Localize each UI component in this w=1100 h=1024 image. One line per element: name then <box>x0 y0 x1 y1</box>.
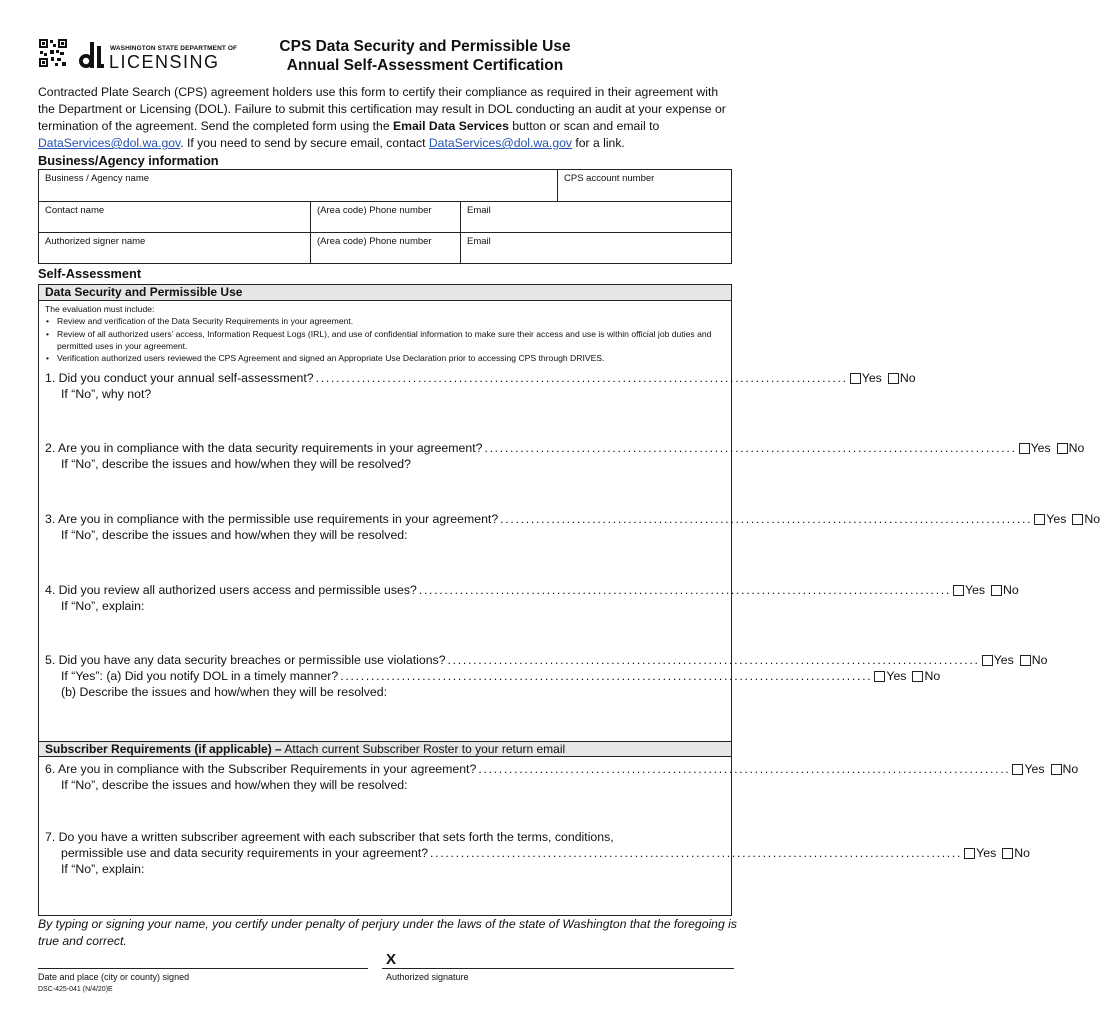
q2-yes-checkbox[interactable] <box>1019 443 1030 454</box>
subscriber-requirements-bar: Subscriber Requirements (if applicable) – Attach current Subscriber Roster to your return email <box>39 741 731 757</box>
q4-no-checkbox[interactable] <box>991 585 1002 596</box>
q3-no-checkbox[interactable] <box>1072 514 1083 525</box>
eval-item: • Review and verification of the Data Security Requirements in your agreement. <box>45 315 729 327</box>
q1-no-checkbox[interactable] <box>888 373 899 384</box>
date-place-line[interactable] <box>38 968 368 969</box>
intro-paragraph: Contracted Plate Search (CPS) agreement holders use this form to certify their compliance as required in their agreement with the Department or Licensing (DOL). Failure to submit this certification may result in DOL conducting an audit at your expense or termination of the agreement. Send the completed form using the Email Data Services button or scan and email to DataServices@dol.wa.gov. If you need to send by secure email, contact DataServices@dol.wa.gov for a link. <box>38 85 726 150</box>
q6-no-checkbox[interactable] <box>1051 764 1062 775</box>
contact-name-field[interactable]: Contact name <box>39 202 311 233</box>
q1-yes-checkbox[interactable] <box>850 373 861 384</box>
question-7: 7. Do you have a written subscriber agreement with each subscriber that sets forth the terms, conditions, permissible use and data security requirements in your agreement? ........................................................................................................ Yes No If “No”, explain: <box>45 830 1030 876</box>
signer-phone-field[interactable]: (Area code) Phone number <box>311 233 461 264</box>
email-link-1[interactable]: DataServices@dol.wa.gov <box>38 136 181 150</box>
signature-x-mark: X <box>386 951 397 968</box>
question-1: 1. Did you conduct your annual self-assessment? ........................................................................................................ Yes No If “No”, why not? <box>45 371 916 401</box>
contact-email-field[interactable]: Email <box>461 202 732 233</box>
self-assessment-box <box>38 284 1100 916</box>
qr-code-icon <box>38 38 68 68</box>
q3-yes-checkbox[interactable] <box>1034 514 1045 525</box>
q5-no-checkbox[interactable] <box>1020 655 1031 666</box>
question-5: 5. Did you have any data security breaches or permissible use violations? ........................................................................................................ Yes No If “Yes”: (a) Did you notify DOL in a timely manner? ........................................................................................................ Yes No (b) Describe the issues and how/when they will be resolved: <box>45 653 1048 699</box>
data-security-bar: Data Security and Permissible Use <box>39 285 731 301</box>
eval-item: • Review of all authorized users’ access, Information Request Logs (IRL), and use of confidential information to make sure their access and use is within official job duties and permitted uses in your agreement. <box>45 328 729 353</box>
signature-line[interactable] <box>382 968 734 969</box>
logo-department-text: WASHINGTON STATE DEPARTMENT OF <box>110 45 238 52</box>
cps-account-field[interactable]: CPS account number <box>558 170 732 202</box>
question-3: 3. Are you in compliance with the permissible use requirements in your agreement? ........................................................................................................ Yes No If “No”, describe the issues and how/when they will be resolved: <box>45 512 1100 542</box>
q4-yes-checkbox[interactable] <box>953 585 964 596</box>
q5-yes-checkbox[interactable] <box>982 655 993 666</box>
form-title: CPS Data Security and Permissible Use Annual Self-Assessment Certification <box>279 38 571 74</box>
q2-no-checkbox[interactable] <box>1057 443 1068 454</box>
question-4: 4. Did you review all authorized users access and permissible uses? ........................................................................................................ Yes No If “No”, explain: <box>45 583 1019 613</box>
contact-phone-field[interactable]: (Area code) Phone number <box>311 202 461 233</box>
self-assessment-heading: Self-Assessment <box>38 266 142 281</box>
date-place-label: Date and place (city or county) signed <box>38 972 190 982</box>
q5a-yes-checkbox[interactable] <box>874 671 885 682</box>
question-6: 6. Are you in compliance with the Subscriber Requirements in your agreement? ........................................................................................................ Yes No If “No”, describe the issues and how/when they will be resolved: <box>45 762 1079 792</box>
q7-yes-checkbox[interactable] <box>964 848 975 859</box>
email-link-2[interactable]: DataServices@dol.wa.gov <box>428 136 572 150</box>
q7-no-checkbox[interactable] <box>1002 848 1013 859</box>
q5a-no-checkbox[interactable] <box>912 671 923 682</box>
logo-licensing-text: LICENSING <box>109 52 220 72</box>
signer-name-field[interactable]: Authorized signer name <box>39 233 311 264</box>
question-2: 2. Are you in compliance with the data security requirements in your agreement? ........................................................................................................ Yes No If “No”, describe the issues and how/when they will be resolved? <box>45 441 1085 471</box>
dol-logo-icon <box>78 40 104 70</box>
q6-yes-checkbox[interactable] <box>1012 764 1023 775</box>
business-info-heading: Business/Agency information <box>38 153 219 168</box>
business-info-table <box>38 169 732 264</box>
evaluation-requirements: The evaluation must include: • Review and verification of the Data Security Requirements in your agreement. • Review of all authorized users’ access, Information Request Logs (IRL), and use of confidential information to make sure their access and use is within official job duties and permitted uses in your agreement. • Verification authorized users reviewed the CPS Agreement and signed an Appropriate Use Declaration prior to accessing CPS through DRIVES. <box>45 303 729 364</box>
form-number: DSC-425-041 (N/4/20)E <box>38 986 113 993</box>
eval-item: • Verification authorized users reviewed the CPS Agreement and signed an Appropriate Use Declaration prior to accessing CPS through DRIVES. <box>45 352 729 364</box>
business-name-field[interactable]: Business / Agency name <box>39 170 558 202</box>
certification-statement: By typing or signing your name, you certify under penalty of perjury under the laws of the state of Washington that the foregoing is true and correct. <box>38 917 737 948</box>
signature-label: Authorized signature <box>386 972 469 982</box>
signer-email-field[interactable]: Email <box>461 233 732 264</box>
